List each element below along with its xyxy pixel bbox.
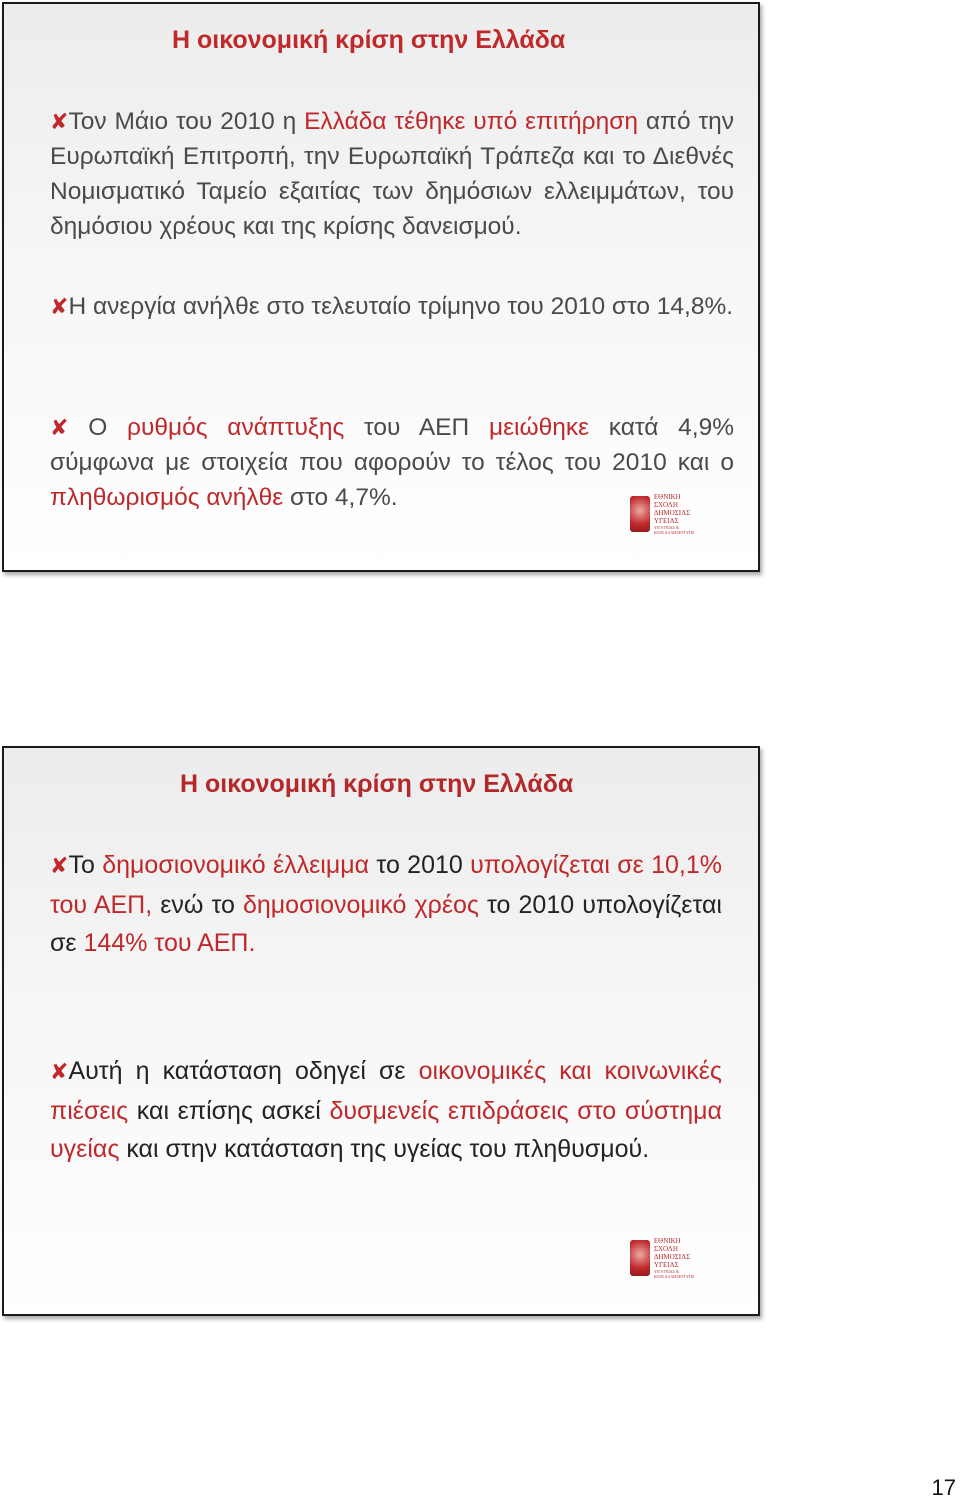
logo-text: ΕΘΝΙΚΗ ΣΧΟΛΗ ΔΗΜΟΣΙΑΣ ΥΓΕΙΑΣ ΥΠ.ΥΓΕΙΑΣ & ΚΟΙΝ.ΑΛΛΗΛΕΓΓΥΗΣ bbox=[653, 493, 695, 535]
bullet-paragraph: ✘Η ανεργία ανήλθε στο τελευταίο τρίμηνο του 2010 στο 14,8%. bbox=[50, 293, 734, 320]
slide-2 bbox=[2, 746, 760, 1316]
x-mark-icon: ✘ bbox=[50, 415, 69, 440]
slide-title: Η οικονομική κρίση στην Ελλάδα bbox=[180, 770, 574, 798]
page-number: 17 bbox=[931, 1475, 956, 1500]
school-logo bbox=[630, 494, 714, 534]
bullet-paragraph: ✘Τον Μάιο του 2010 η Ελλάδα τέθηκε υπό επιτήρηση από την Ευρωπαϊκή Επιτροπή, την Ευρωπαϊκή Τράπεζα και το Διεθνές Νομισματικό Ταμείο εξαιτίας των δημόσιων ελλειμμάτων, του δημόσιου χρέους και της κρίσης δανεισμού. bbox=[50, 108, 734, 240]
logo-text: ΕΘΝΙΚΗ ΣΧΟΛΗ ΔΗΜΟΣΙΑΣ ΥΓΕΙΑΣ ΥΠ.ΥΓΕΙΑΣ & ΚΟΙΝ.ΑΛΛΗΛΕΓΓΥΗΣ bbox=[653, 1237, 695, 1279]
slide-title: Η οικονομική κρίση στην Ελλάδα bbox=[172, 26, 566, 54]
slide-1 bbox=[2, 2, 760, 572]
emblem-icon bbox=[630, 1240, 650, 1276]
x-mark-icon: ✘ bbox=[50, 1059, 69, 1084]
x-mark-icon: ✘ bbox=[50, 294, 69, 319]
emblem-icon bbox=[630, 496, 650, 532]
bullet-paragraph: ✘Το δημοσιονομικό έλλειμμα το 2010 υπολογίζεται σε 10,1% του ΑΕΠ, ενώ το δημοσιονομικό χρέος το 2010 υπολογίζεται σε 144% του ΑΕΠ. bbox=[50, 851, 723, 957]
school-logo bbox=[630, 1238, 714, 1278]
x-mark-icon: ✘ bbox=[50, 853, 69, 878]
x-mark-icon: ✘ bbox=[50, 109, 69, 134]
bullet-paragraph: ✘Αυτή η κατάσταση οδηγεί σε οικονομικές και κοινωνικές πιέσεις και επίσης ασκεί δυσμενείς επιδράσεις στο σύστημα υγείας και στην κατάσταση της υγείας του πληθυσμού. bbox=[50, 1057, 723, 1163]
bullet-paragraph: ✘ Ο ρυθμός ανάπτυξης του ΑΕΠ μειώθηκε κατά 4,9% σύμφωνα με στοιχεία που αφορούν το τέλος του 2010 και ο πληθωρισμός ανήλθε στο 4,7%. bbox=[50, 414, 735, 511]
